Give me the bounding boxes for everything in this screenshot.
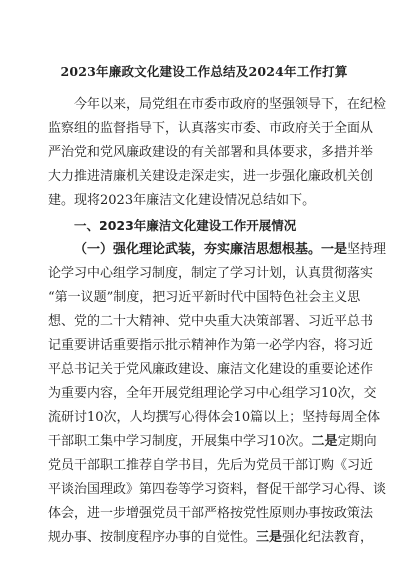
intro-line: 建。现将2023年廉洁文化建设情况总结如下。 — [48, 193, 316, 208]
body-line: 为重要内容，全年开展党组理论学习中心组学习10次，交 — [48, 386, 377, 401]
body-line-part: 定期向 — [337, 434, 377, 449]
body-line: 流研讨10次，人均撰写心得体会10篇以上；坚持每周全体 — [48, 410, 381, 425]
intro-line: 监察组的监督指导下，认真落实市委、市政府关于全面从 — [48, 121, 374, 136]
body-line — [48, 434, 377, 449]
body-line: 平总书记关于党风廉政建设、廉洁文化建设的重要论述作 — [48, 362, 374, 377]
body-line: 论学习中心组学习制度，制定了学习计划，认真贯彻落实 — [48, 266, 374, 281]
body-line-part: 强化纪法教育， — [282, 530, 374, 545]
item-lead-bold: （一）强化理论武装，夯实廉洁思想根基。一是 — [74, 242, 348, 257]
body-line-part: 规办事、按制度程序办事的自觉性。 — [48, 530, 257, 545]
intro-line: 大力推进清廉机关建设走深走实，进一步强化廉政机关创 — [48, 169, 374, 184]
body-line-bold: 二是 — [311, 434, 338, 449]
body-line: 平谈治国理政》第四卷等学习资料，督促干部学习心得、谈 — [48, 482, 387, 497]
intro-line: 严治党和党风廉政建设的有关部署和具体要求，多措并举 — [48, 145, 374, 160]
body-line — [48, 530, 373, 545]
item-lead-line — [74, 242, 386, 257]
body-line: 党员干部职工推荐自学书目，先后为党员干部订购《习近 — [48, 458, 374, 473]
body-line-part: 干部职工集中学习制度，开展集中学习10次。 — [48, 434, 312, 449]
body-line-bold: 三是 — [256, 530, 283, 545]
item-lead-rest: 坚持理 — [347, 242, 387, 257]
document-title: 2023年廉政文化建设工作总结及2024年工作打算 — [60, 64, 348, 79]
section-heading: 一、2023年廉洁文化建设工作开展情况 — [74, 218, 297, 233]
body-line: 想、党的二十大精神、党中央重大决策部署、习近平总书 — [48, 314, 374, 329]
body-line: “第一议题”制度，把习近平新时代中国特色社会主义思 — [48, 290, 361, 305]
body-line: 体会，进一步增强党员干部严格按党性原则办事按政策法 — [48, 506, 374, 521]
body-line: 记重要讲话重要指示批示精神作为第一必学内容，将习近 — [48, 338, 374, 353]
intro-line: 今年以来，局党组在市委市政府的坚强领导下，在纪检 — [74, 97, 387, 112]
